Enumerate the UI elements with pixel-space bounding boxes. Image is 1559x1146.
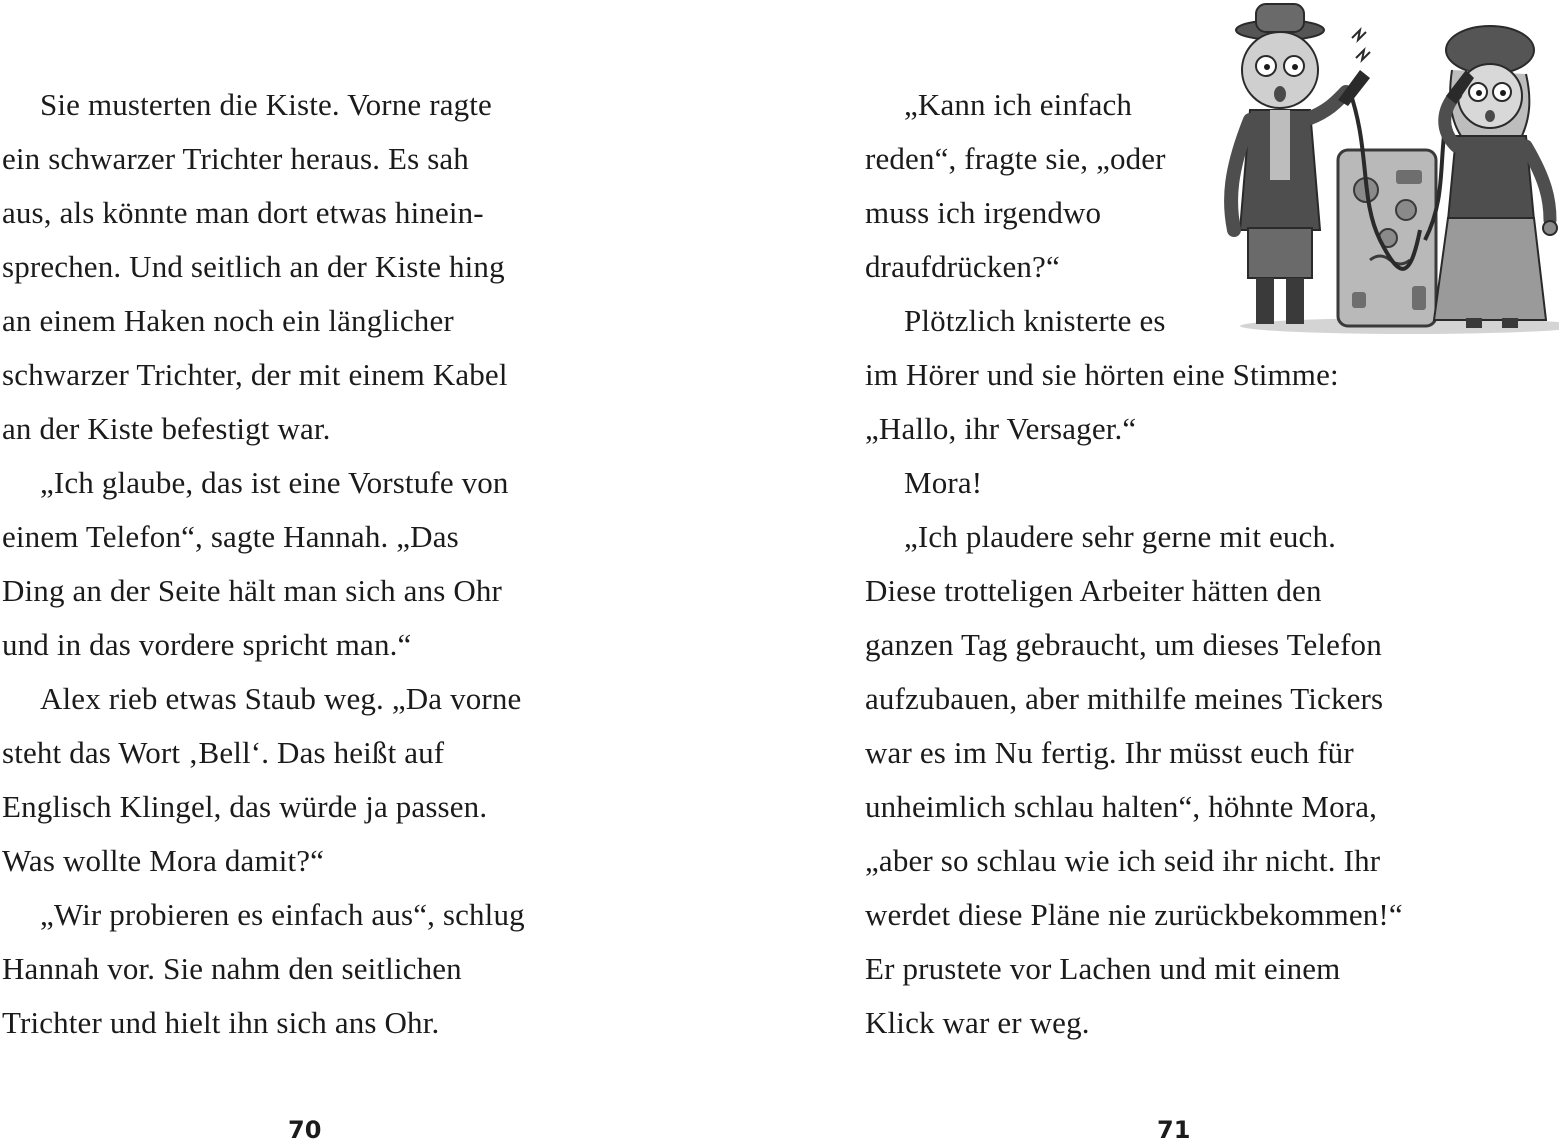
text-line: einem Telefon“, sagte Hannah. „Das [2,519,459,554]
page-number: 70 [288,1116,322,1144]
text-line: sprechen. Und seitlich an der Kiste hing [2,249,505,284]
text-line: „Ich glaube, das ist eine Vorstufe von [40,465,509,500]
text-line: unheimlich schlau halten“, höhnte Mora, [865,789,1378,824]
text-line: Diese trotteligen Arbeiter hätten den [865,573,1322,608]
text-line: reden“, fragte sie, „oder [865,141,1166,176]
text-line: „aber so schlau wie ich seid ihr nicht. Ihr [865,843,1381,878]
text-line: Hannah vor. Sie nahm den seitlichen [2,951,462,986]
text-line: Sie musterten die Kiste. Vorne ragte [40,87,492,122]
text-line: Englisch Klingel, das würde ja passen. [2,789,488,824]
page-number: 71 [1157,1116,1191,1144]
text-line: Was wollte Mora damit?“ [2,843,325,878]
text-line: im Hörer und sie hörten eine Stimme: [865,357,1339,392]
text-line: Mora! [904,465,983,500]
text-line: muss ich irgendwo [865,195,1102,230]
text-line: „Wir probieren es einfach aus“, schlug [40,897,525,932]
text-line: „Kann ich einfach [904,87,1133,122]
text-line: ganzen Tag gebraucht, um dieses Telefon [865,627,1382,662]
right-page [780,0,1559,1146]
text-line: Klick war er weg. [865,1005,1090,1040]
girl-character-icon [1434,26,1557,328]
text-line: aus, als könnte man dort etwas hinein- [2,195,484,230]
text-line: „Hallo, ihr Versager.“ [865,411,1137,446]
text-line: Er prustete vor Lachen und mit einem [865,951,1341,986]
text-line: Plötzlich knisterte es [904,303,1166,338]
text-line: an einem Haken noch ein länglicher [2,303,454,338]
text-line: „Ich plaudere sehr gerne mit euch. [904,519,1337,554]
text-line: ein schwarzer Trichter heraus. Es sah [2,141,469,176]
text-line: werdet diese Pläne nie zurückbekommen!“ [865,897,1403,932]
telephone-illustration [1220,0,1559,340]
text-line: aufzubauen, aber mithilfe meines Tickers [865,681,1384,716]
text-line: schwarzer Trichter, der mit einem Kabel [2,357,508,392]
telephone-box-icon [1338,150,1436,326]
text-line: war es im Nu fertig. Ihr müsst euch für [865,735,1354,770]
text-line: Trichter und hielt ihn sich ans Ohr. [2,1005,440,1040]
text-line: draufdrücken?“ [865,249,1060,284]
text-line: und in das vordere spricht man.“ [2,627,412,662]
text-line: Ding an der Seite hält man sich ans Ohr [2,573,503,608]
text-line: steht das Wort ‚Bell‘. Das heißt auf [2,735,445,770]
text-line: an der Kiste befestigt war. [2,411,331,446]
text-line: Alex rieb etwas Staub weg. „Da vorne [40,681,522,716]
